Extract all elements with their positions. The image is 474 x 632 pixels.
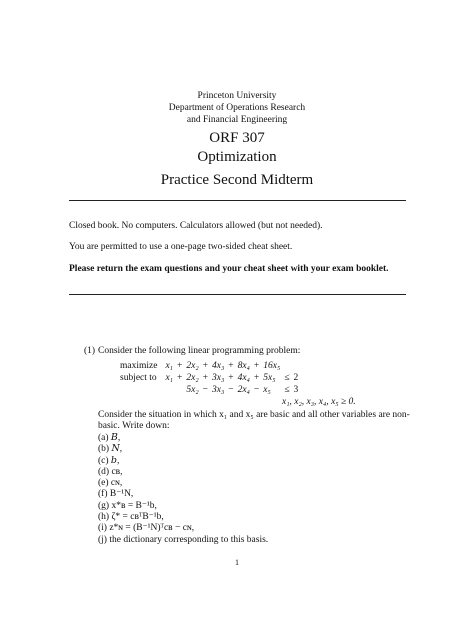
lp-rhs: 2: [293, 373, 299, 383]
question-parts-list: [98, 433, 428, 546]
course-code: ORF 307: [209, 130, 265, 146]
course-subject: Optimization: [197, 149, 277, 165]
part-c: (c) 𝑏,: [98, 455, 120, 466]
lp-op: +: [177, 373, 183, 383]
lp-maximize-label: maximize: [120, 361, 158, 371]
part-d: (d) cʙ,: [98, 466, 123, 477]
lp-op: −: [253, 385, 260, 395]
lp-rel: ≤: [284, 385, 290, 395]
situation-line-2: basic. Write down:: [98, 421, 170, 432]
lp-blank-label: [118, 384, 163, 396]
page-number: 1: [235, 558, 239, 567]
lp-rel: [282, 360, 291, 372]
university-name: Princeton University: [197, 91, 277, 101]
part-i: (i) z*ɴ = (B⁻¹N)ᵀcʙ − cɴ,: [98, 523, 195, 534]
lp-problem: [118, 360, 300, 396]
lp-term: 2x₂: [186, 373, 199, 383]
bottom-rule: [69, 294, 406, 295]
lp-term: 8x₄: [237, 361, 250, 371]
lp-term: 3x₃: [212, 385, 225, 395]
lp-constraint-row-2: [118, 384, 300, 396]
lp-term: 3x₃: [212, 373, 225, 383]
part-b: (b) 𝑁,: [98, 444, 123, 455]
lp-op: −: [202, 385, 208, 395]
part-e: (e) cɴ,: [98, 478, 123, 489]
lp-op: +: [177, 361, 183, 371]
department-name-line2: and Financial Engineering: [186, 115, 288, 125]
question-number: (1): [84, 346, 96, 356]
question-intro: Consider the following linear programming problem:: [98, 346, 301, 356]
situation-line-1: Consider the situation in which x₁ and x₅ are basic and all other variables are non-: [98, 410, 410, 420]
lp-rhs: [292, 360, 301, 372]
part-f: (f) B⁻¹N,: [98, 489, 134, 500]
part-h: (h) ζ* = cʙᵀB⁻¹b,: [98, 512, 164, 523]
lp-rhs: 3: [293, 385, 299, 395]
lp-op: +: [228, 373, 234, 383]
lp-constraint-row-1: [118, 372, 300, 384]
part-a: (a) 𝐵,: [98, 433, 121, 443]
exam-title: Practice Second Midterm: [160, 172, 314, 188]
lp-subject-to-label: subject to: [120, 373, 157, 383]
part-g: (g) x*ʙ = B⁻¹b,: [98, 500, 157, 511]
department-name: Department of Operations Research: [168, 103, 306, 113]
lp-op: +: [253, 373, 260, 383]
lp-term: [163, 384, 175, 396]
lp-term: 4x₃: [212, 361, 225, 371]
lp-term: x₁: [165, 361, 173, 371]
instruction-line-1: Closed book. No computers. Calculators allowed (but not needed).: [69, 221, 323, 231]
lp-term: 5x₅: [263, 373, 276, 383]
instruction-line-2: You are permitted to use a one-page two-sided cheat sheet.: [69, 242, 293, 252]
lp-term: 2x₂: [186, 361, 199, 371]
lp-op: +: [202, 373, 208, 383]
lp-op: [175, 384, 184, 396]
lp-term: 4x₄: [237, 373, 250, 383]
lp-op: +: [228, 361, 234, 371]
instruction-line-3: Please return the exam questions and your cheat sheet with your exam booklet.: [69, 264, 389, 274]
lp-term: 16x₅: [263, 361, 281, 371]
situation-text: [98, 410, 428, 433]
lp-nonnegativity: x₁, x₂, x₃, x₄, x₅ ≥ 0.: [282, 397, 356, 407]
lp-objective-row: [118, 360, 300, 372]
lp-term: 2x₄: [237, 385, 250, 395]
lp-table: [118, 360, 300, 396]
lp-op: +: [202, 361, 208, 371]
lp-term: 5x₂: [186, 385, 199, 395]
lp-op: +: [253, 361, 260, 371]
part-j: (j) the dictionary corresponding to this basis.: [98, 534, 269, 545]
lp-term: x₁: [165, 373, 173, 383]
top-rule: [69, 200, 406, 201]
lp-term: x₅: [263, 385, 271, 395]
lp-op: −: [228, 385, 234, 395]
lp-rel: ≤: [284, 373, 290, 383]
